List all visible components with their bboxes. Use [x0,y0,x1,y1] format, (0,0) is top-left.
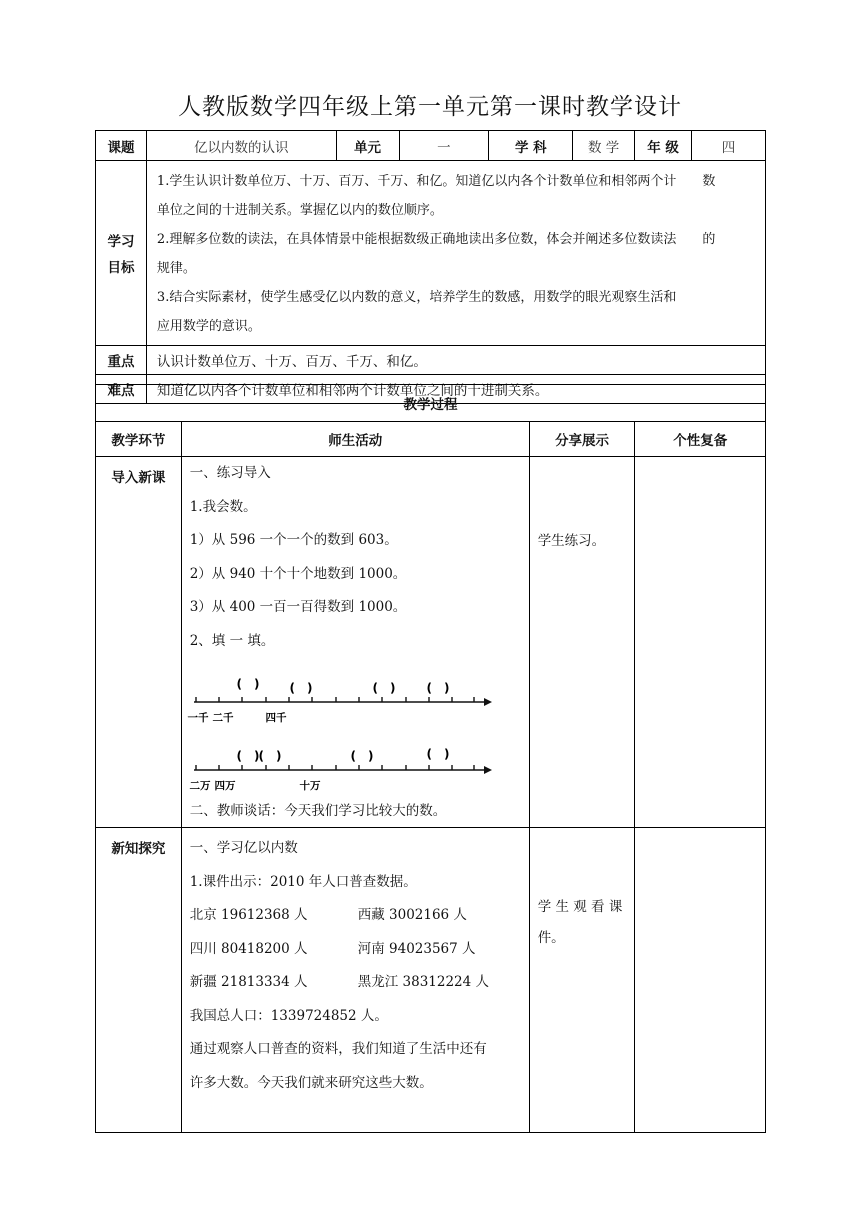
goals-label-line-1: 学习 [107,234,135,250]
goal-line: 规律。 [156,261,196,276]
paren-blank: ( ) [426,747,450,761]
paren-blank: ( ) [372,681,396,695]
goals-content [146,161,765,346]
number-line-2 [189,747,492,792]
number-line-figure [182,658,522,796]
intro-line: 1.我会数。 [189,498,257,515]
population-entry: 北京 19612368 人 [189,907,308,923]
explore-personal [635,828,766,1133]
col-share-header: 分享展示 [529,422,635,457]
topic-label: 课题 [96,131,147,161]
intro-line: 2、填 一 填。 [189,632,275,649]
number-line-1 [187,677,492,724]
grade-value: 四 [692,131,766,161]
explore-paragraph: 许多大数。今天我们就来研究这些大数。 [189,1074,433,1091]
tick-label: 一千 [187,712,209,724]
unit-label: 单元 [336,131,399,161]
population-row [182,966,529,1000]
total-population: 我国总人口：1339724852 人。 [189,1007,388,1024]
population-entry: 黑龙江 38312224 人 [357,974,490,990]
population-entry: 新疆 21813334 人 [189,974,308,990]
explore-share [529,828,635,1133]
goal-line: 单位之间的十进制关系。掌握亿以内的数位顺序。 [156,203,443,218]
intro-share: 学生练习。 [529,457,635,828]
population-row [182,933,529,967]
tick-label: 十万 [299,780,321,792]
intro-line: 1）从 596 一个一个的数到 603。 [189,532,398,548]
goal-line: 应用数学的意识。 [156,319,261,334]
intro-line: 3）从 400 一百一百得数到 1000。 [189,599,407,615]
paren-blank: ( ) [236,749,260,763]
col-stage-header: 教学环节 [96,422,182,457]
col-activity-header: 师生活动 [181,422,529,457]
paren-blank: ( ) [350,749,374,763]
paren-blank: ( ) [426,681,450,695]
key-point-label: 重点 [96,346,147,375]
explore-activity [181,828,529,1133]
unit-value: 一 [399,131,489,161]
explore-paragraph: 通过观察人口普查的资料，我们知道了生活中还有 [189,1041,487,1057]
paren-blank: ( ) [289,681,313,695]
intro-stage: 导入新课 [96,457,182,828]
subject-label: 学 科 [489,131,573,161]
intro-line: 一、练习导入 [189,465,271,481]
goal-line: 1.学生认识计数单位万、十万、百万、千万、和亿。知道亿以内各个计数单位和相邻两个计 数 [156,174,716,189]
process-title: 教学过程 [96,385,766,422]
col-personal-header: 个性复备 [635,422,766,457]
subject-value: 数 学 [573,131,635,161]
key-point-value: 认识计数单位万、十万、百万、千万、和亿。 [146,346,765,375]
paren-blank: ( ) [236,677,260,691]
goal-line: 2.理解多位数的读法，在具体情景中能根据数级正确地读出多位数，体会并阐述多位数读法 的 [156,232,716,247]
goals-label [96,161,147,346]
explore-share-line: 件。 [537,930,565,946]
intro-personal [635,457,766,828]
paren-blank: ( ) [258,749,282,763]
goal-line: 3.结合实际素材，使学生感受亿以内数的意义，培养学生的数感，用数学的眼光观察生活和 [156,290,677,305]
page-title: 人教版数学四年级上第一单元第一课时教学设计 [178,94,682,120]
difficulty-value: 知道亿以内各个计数单位和相邻两个计数单位之间的十进制关系。 [146,375,765,404]
tick-label: 四千 [265,712,287,724]
process-table [95,384,766,1133]
grade-label: 年 级 [635,131,692,161]
difficulty-label: 难点 [96,375,147,404]
population-entry: 河南 94023567 人 [357,940,476,957]
tick-label: 四万 [214,780,236,792]
lesson-info-table [95,130,766,404]
topic-value: 亿以内数的认识 [146,131,336,161]
explore-line: 一、学习亿以内数 [189,840,298,856]
goals-label-line-2: 目标 [107,260,135,276]
explore-stage: 新知探究 [96,828,182,1133]
explore-share-line: 学 生 观 看 课 [537,899,623,915]
population-entry: 西藏 3002166 人 [357,907,467,923]
population-entry: 四川 80418200 人 [189,940,308,957]
intro-closing: 二、教师谈话：今天我们学习比较大的数。 [189,803,447,819]
tick-label: 二万 [189,780,211,792]
tick-label: 二千 [212,712,234,724]
intro-activity [181,457,529,828]
population-row [182,899,529,933]
intro-line: 2）从 940 十个十个地数到 1000。 [189,565,407,582]
explore-line: 1.课件出示：2010 年人口普查数据。 [189,873,417,890]
